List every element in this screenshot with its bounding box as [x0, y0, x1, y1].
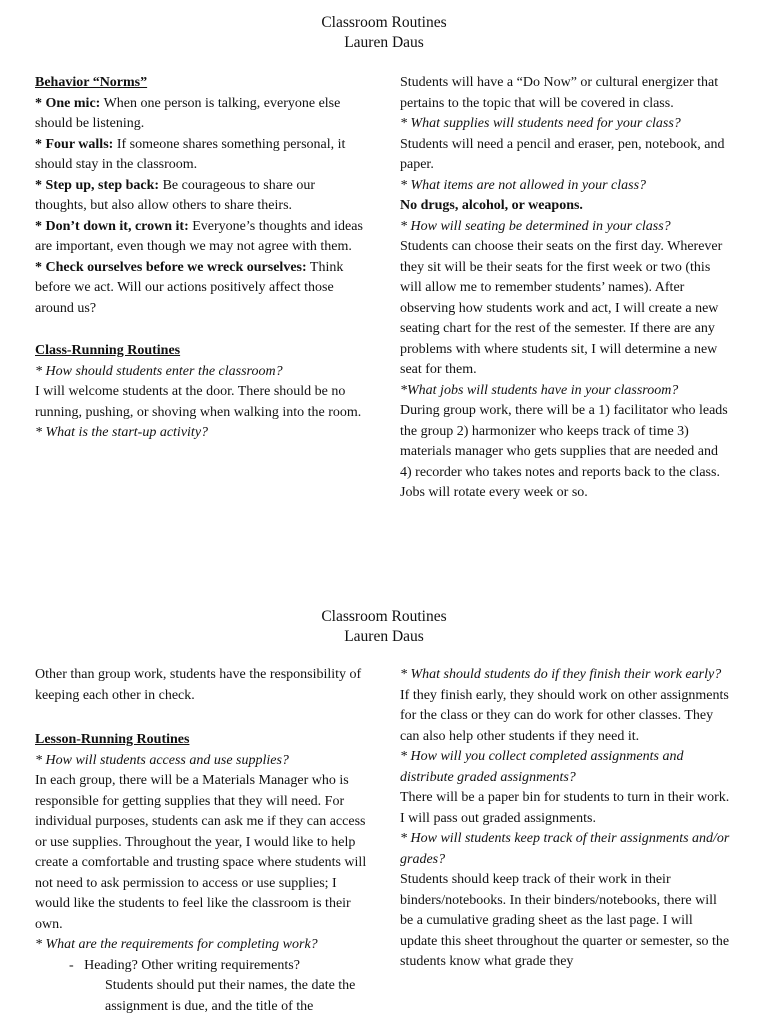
answer-access: In each group, there will be a Materials Manager who is responsible for getting supplies that they will need. For individual purposes, students can ask me if they can access or use supplies. Throughout the year, I would like to help create a comfortable and trusting space where students will not need to ask permission to access or use supplies; I would like the students to feel like the classroom is their own. [35, 773, 367, 932]
sub-question-heading: - Heading? Other writing requirements? [69, 957, 300, 973]
norm-item: * Check ourselves before we wreck ourselves: Think before we act. Will our actions positively affect those around us? [35, 259, 344, 316]
question-enter: * How should students enter the classroom? [35, 363, 283, 379]
question-supplies: * What supplies will students need for your class? [400, 116, 681, 131]
page-1-header [0, 13, 768, 53]
answer-seating: Students can choose their seats on the first day. Wherever they sit will be their seats for the first week or two (this will allow me to remember students’ names). After observing how students work and act, I will create a new seating chart for the rest of the semester. If there are any problems with where students sit, I will determine a new seat for them. [400, 239, 723, 377]
norms-heading: Behavior “Norms” [35, 75, 148, 90]
norm-item: * Four walls: If someone shares something personal, it should stay in the classroom. [35, 136, 346, 172]
question-seating: * How will seating be determined in your class? [400, 218, 671, 234]
question-startup: * What is the start-up activity? [35, 425, 209, 440]
page-title: Classroom Routines [321, 14, 447, 31]
answer-not-allowed: No drugs, alcohol, or weapons. [400, 198, 583, 213]
page-author: Lauren Daus [344, 34, 424, 51]
answer-startup: Students will have a “Do Now” or cultural energizer that pertains to the topic that will be covered in class. [400, 75, 719, 111]
question-requirements: * What are the requirements for completing work? [35, 937, 318, 952]
answer-finish: If they finish early, they should work on other assignments for the class or they can do work for other classes. They can also help other students if they need it. [400, 687, 729, 744]
question-track: * How will students keep track of their assignments and/or grades? [400, 831, 730, 867]
question-not-allowed: * What items are not allowed in your class? [400, 177, 647, 193]
page-2 [0, 595, 768, 1024]
question-access: * How will students access and use supplies? [35, 752, 289, 768]
question-jobs: *What jobs will students have in your classroom? [400, 382, 679, 398]
answer-supplies: Students will need a pencil and eraser, pen, notebook, and paper. [400, 136, 725, 172]
page-1-left-column [35, 73, 370, 444]
page-2-right-column [400, 665, 732, 973]
page-title: Classroom Routines [321, 608, 447, 625]
intro-text: Other than group work, students have the responsibility of keeping each other in check. [35, 667, 362, 703]
question-finish: * What should students do if they finish their work early? [400, 667, 722, 682]
norm-item: * One mic: When one person is talking, everyone else should be listening. [35, 95, 341, 131]
question-collect: * How will you collect completed assignments and distribute graded assignments? [400, 749, 684, 785]
answer-heading: Students should put their names, the date the assignment is due, and the title of the [105, 978, 356, 1014]
page-1-right-column [400, 73, 732, 504]
page-2-header [0, 607, 768, 647]
norm-item: * Don’t down it, crown it: Everyone’s thoughts and ideas are important, even though we may not agree with them. [35, 218, 363, 254]
lesson-heading: Lesson-Running Routines [35, 732, 190, 747]
page-2-left-column [35, 665, 370, 1017]
answer-collect: There will be a paper bin for students to turn in their work. I will pass out graded assignments. [400, 790, 730, 826]
answer-enter: I will welcome students at the door. There should be no running, pushing, or shoving when walking into the room. [35, 384, 362, 420]
answer-track: Students should keep track of their work in their binders/notebooks. In their binders/notebooks, there will be a cumulative grading sheet as the last page. I will update this sheet throughout the quarter or semester, so the students know what grade they [400, 872, 730, 969]
answer-jobs: During group work, there will be a 1) facilitator who leads the group 2) harmonizer who keeps track of time 3) materials manager who gets supplies that are needed and 4) recorder who takes notes and reports back to the class. Jobs will rotate every week or so. [400, 403, 728, 500]
norm-item: * Step up, step back: Be courageous to share our thoughts, but also allow others to share theirs. [35, 177, 315, 213]
page-author: Lauren Daus [344, 628, 424, 645]
routines-heading: Class-Running Routines [35, 343, 181, 358]
